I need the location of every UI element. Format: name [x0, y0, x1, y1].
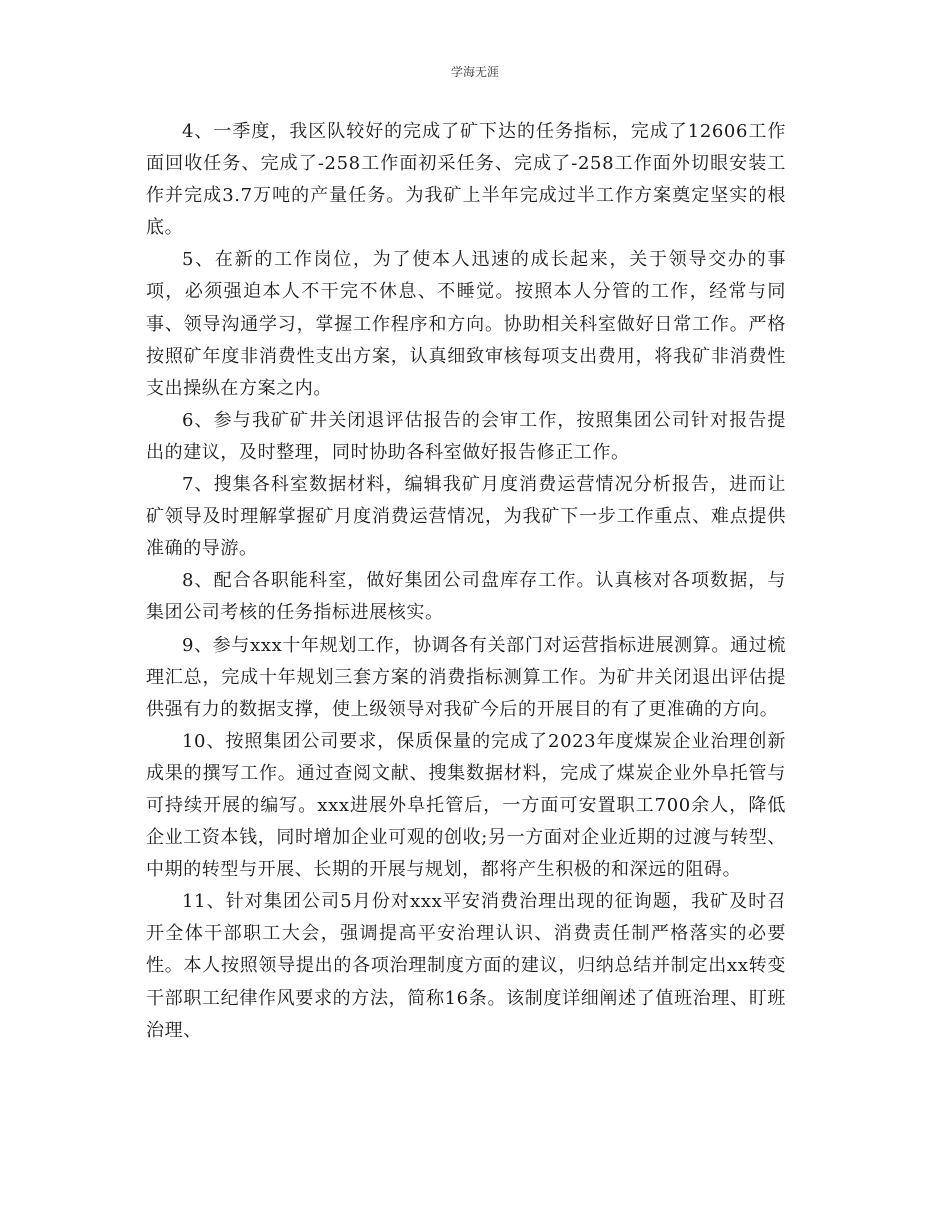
paragraph-11: 11、针对集团公司5月份对xxx平安消费治理出现的征询题，我矿及时召开全体干部职工大会，强调提高平安治理认识、消费责任制严格落实的必要性。本人按照领导提出的各项治理制度方面的建议，归纳总结并制定出xx转变干部职工纪律作风要求的方法，简称16条。该制度详细阐述了值班治理、盯班治理、 [146, 891, 786, 1041]
paragraph-4: 4、一季度，我区队较好的完成了矿下达的任务指标，完成了12606工作面回收任务、完成了-258工作面初采任务、完成了-258工作面外切眼安装工作并完成3.7万吨的产量任务。为我矿上半年完成过半工作方案奠定坚实的根底。 [146, 121, 786, 239]
paragraph-8: 8、配合各职能科室，做好集团公司盘库存工作。认真核对各项数据，与集团公司考核的任务指标进展核实。 [146, 570, 786, 624]
document-body [146, 116, 786, 1047]
paragraph-10: 10、按照集团公司要求，保质保量的完成了2023年度煤炭企业治理创新成果的撰写工作。通过查阅文献、搜集数据材料，完成了煤炭企业外阜托管与可持续开展的编写。xxx进展外阜托管后，一方面可安置职工700余人，降低企业工资本钱，同时增加企业可观的创收;另一方面对企业近期的过渡与转型、中期的转型与开展、长期的开展与规划，都将产生积极的和深远的阻碍。 [146, 730, 786, 881]
paragraph-6: 6、参与我矿矿井关闭退评估报告的会审工作，按照集团公司针对报告提出的建议，及时整理，同时协助各科室做好报告修正工作。 [146, 409, 786, 463]
paragraph-5: 5、在新的工作岗位，为了使本人迅速的成长起来，关于领导交办的事项，必须强迫本人不干完不休息、不睡觉。按照本人分管的工作，经常与同事、领导沟通学习，掌握工作程序和方向。协助相关科室做好日常工作。严格按照矿年度非消费性支出方案，认真细致审核每项支出费用，将我矿非消费性支出操纵在方案之内。 [146, 249, 786, 399]
paragraph-7: 7、搜集各科室数据材料，编辑我矿月度消费运营情况分析报告，进而让矿领导及时理解掌握矿月度消费运营情况，为我矿下一步工作重点、难点提供准确的导游。 [146, 474, 786, 560]
paragraph-9: 9、参与xxx十年规划工作，协调各有关部门对运营指标进展测算。通过梳理汇总，完成十年规划三套方案的消费指标测算工作。为矿井关闭退出评估提供强有力的数据支撑，使上级领导对我矿今后的开展目的有了更准确的方向。 [146, 634, 786, 720]
page-header: 学海无涯 [450, 65, 499, 79]
